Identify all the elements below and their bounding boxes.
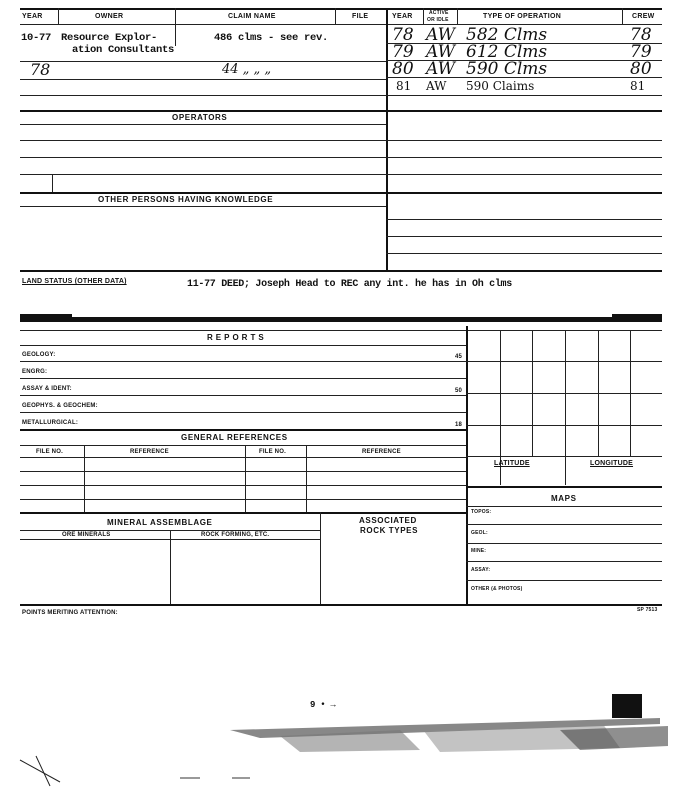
row-line: [386, 219, 662, 220]
ref-header-reference: REFERENCE: [130, 449, 169, 455]
divider: [320, 512, 321, 604]
header-underline: [20, 24, 662, 25]
header-year-2: YEAR: [392, 13, 413, 20]
grid-line: [466, 425, 662, 426]
activity-crew: 81: [630, 79, 646, 93]
row-line: [20, 174, 662, 175]
divider: [58, 8, 59, 24]
row-line: [20, 361, 466, 362]
grid-line: [466, 361, 662, 362]
row-line: [20, 378, 466, 379]
ref-header-file-no-2: FILE NO.: [259, 449, 286, 455]
row-line: [466, 580, 662, 581]
top-border: [20, 8, 662, 10]
section-border: [20, 110, 662, 112]
activity-type: 612 Clms: [466, 42, 548, 62]
report-geology-value: 45: [455, 354, 463, 360]
maps-mine: MINE:: [471, 548, 487, 554]
section-border: [20, 512, 466, 514]
row-line: [20, 140, 662, 141]
activity-type: 590 Claims: [466, 79, 535, 93]
header-owner: OWNER: [95, 13, 124, 20]
section-border: [20, 604, 662, 606]
entry-year: 10-77: [21, 32, 52, 44]
report-assay-value: 50: [455, 388, 463, 394]
entry-owner: Resource Explor-: [61, 32, 158, 44]
row-line: [466, 561, 662, 562]
row-line: [20, 457, 466, 458]
header-file: FILE: [352, 13, 369, 20]
row-line: [386, 95, 662, 96]
points-meriting-attention-label: POINTS MERITING ATTENTION:: [22, 610, 118, 616]
row-line: [20, 445, 466, 446]
row-line: [20, 157, 662, 158]
divider: [335, 8, 336, 24]
row-line: [466, 524, 662, 525]
row-line: [20, 206, 386, 207]
divider: [622, 8, 623, 24]
row-line: [20, 412, 466, 413]
thick-divider-end: [612, 314, 662, 318]
row-line: [20, 345, 466, 346]
mineral-assemblage-title: MINERAL ASSEMBLAGE: [107, 518, 213, 527]
entry-claim: 486 clms - see rev.: [214, 32, 329, 44]
activity-year: 81: [396, 79, 412, 93]
reports-title: REPORTS: [207, 333, 267, 342]
ref-header-file-no: FILE NO.: [36, 449, 63, 455]
activity-type: 590 Clms: [466, 59, 548, 79]
divider: [175, 8, 176, 46]
report-geophys: GEOPHYS. & GEOCHEM:: [22, 403, 98, 409]
activity-year: 78: [392, 25, 414, 45]
longitude-label: LONGITUDE: [590, 460, 634, 467]
header-crew: CREW: [632, 13, 655, 20]
row-line: [20, 124, 386, 125]
section-border: [466, 486, 662, 488]
activity-crew: 78: [630, 25, 652, 45]
ore-minerals-label: ORE MINERALS: [62, 532, 111, 538]
row-line: [20, 429, 466, 431]
row-line: [386, 253, 662, 254]
ref-header-reference-2: REFERENCE: [362, 449, 401, 455]
main-vertical-divider: [386, 8, 388, 270]
activity-status: AW: [426, 42, 456, 62]
thick-divider-end: [20, 314, 72, 318]
divider: [84, 445, 85, 513]
report-engrg: ENGRG:: [22, 369, 48, 375]
maps-title: MAPS: [551, 494, 577, 503]
row-line: [20, 395, 466, 396]
header-or-idle: OR IDLE: [427, 17, 449, 23]
divider: [52, 174, 53, 192]
divider: [245, 445, 246, 513]
maps-topos: TOPOS:: [471, 509, 492, 515]
report-assay: ASSAY & IDENT:: [22, 386, 72, 392]
grid-line: [466, 393, 662, 394]
grid-line: [466, 456, 662, 457]
right-block-divider: [466, 326, 468, 604]
row-line: [386, 236, 662, 237]
maps-other: OTHER (& PHOTOS): [471, 586, 523, 592]
general-references-title: GENERAL REFERENCES: [181, 433, 288, 442]
land-status-text: 11-77 DEED; Joseph Head to REC any int. he has in Oh clms: [187, 279, 512, 290]
row-line: [20, 485, 466, 486]
entry-year-handwritten: 78: [30, 60, 51, 79]
divider: [306, 445, 307, 513]
divider: [423, 8, 424, 24]
section-border: [20, 192, 662, 194]
divider: [457, 8, 458, 24]
row-line: [20, 499, 466, 500]
section-border: [20, 270, 662, 272]
row-line: [466, 506, 662, 507]
divider: [170, 530, 171, 604]
header-type-of-operation: TYPE OF OPERATION: [483, 13, 562, 20]
header-claim-name: CLAIM NAME: [228, 13, 276, 20]
scan-noise: [0, 690, 678, 805]
activity-type: 582 Clms: [466, 25, 548, 45]
entry-owner-cont: ation Consultants: [72, 44, 175, 56]
report-metallurgical: METALLURGICAL:: [22, 420, 79, 426]
land-status-label: LAND STATUS (OTHER DATA): [22, 278, 127, 285]
scribble-mark: 9 • →: [310, 700, 336, 710]
activity-status: AW: [426, 25, 456, 45]
activity-status: AW: [426, 59, 456, 79]
activity-year: 80: [392, 59, 414, 79]
associated-label: ASSOCIATED: [359, 516, 417, 525]
operators-label: OPERATORS: [172, 113, 228, 122]
form-number: SP 7513: [637, 607, 658, 613]
report-geology: GEOLOGY:: [22, 352, 56, 358]
row-line: [466, 543, 662, 544]
latitude-label: LATITUDE: [494, 460, 530, 467]
activity-crew: 79: [630, 42, 652, 62]
rock-types-label: ROCK TYPES: [360, 526, 419, 535]
header-active: ACTIVE: [429, 10, 449, 16]
row-line: [20, 61, 386, 62]
activity-crew: 80: [630, 59, 652, 79]
maps-assay: ASSAY:: [471, 567, 491, 573]
entry-claim-handwritten: 44 „ „ „: [222, 62, 272, 77]
row-line: [20, 79, 386, 80]
grid-line: [565, 330, 566, 485]
row-line: [20, 471, 466, 472]
activity-year: 79: [392, 42, 414, 62]
rock-forming-label: ROCK FORMING, ETC.: [201, 532, 270, 538]
maps-geol: GEOL:: [471, 530, 488, 536]
report-metallurgical-value: 18: [455, 422, 463, 428]
activity-status: AW: [426, 79, 447, 93]
header-year: YEAR: [22, 13, 43, 20]
thick-divider: [20, 317, 662, 322]
row-line: [20, 95, 386, 96]
other-persons-label: OTHER PERSONS HAVING KNOWLEDGE: [98, 195, 274, 204]
